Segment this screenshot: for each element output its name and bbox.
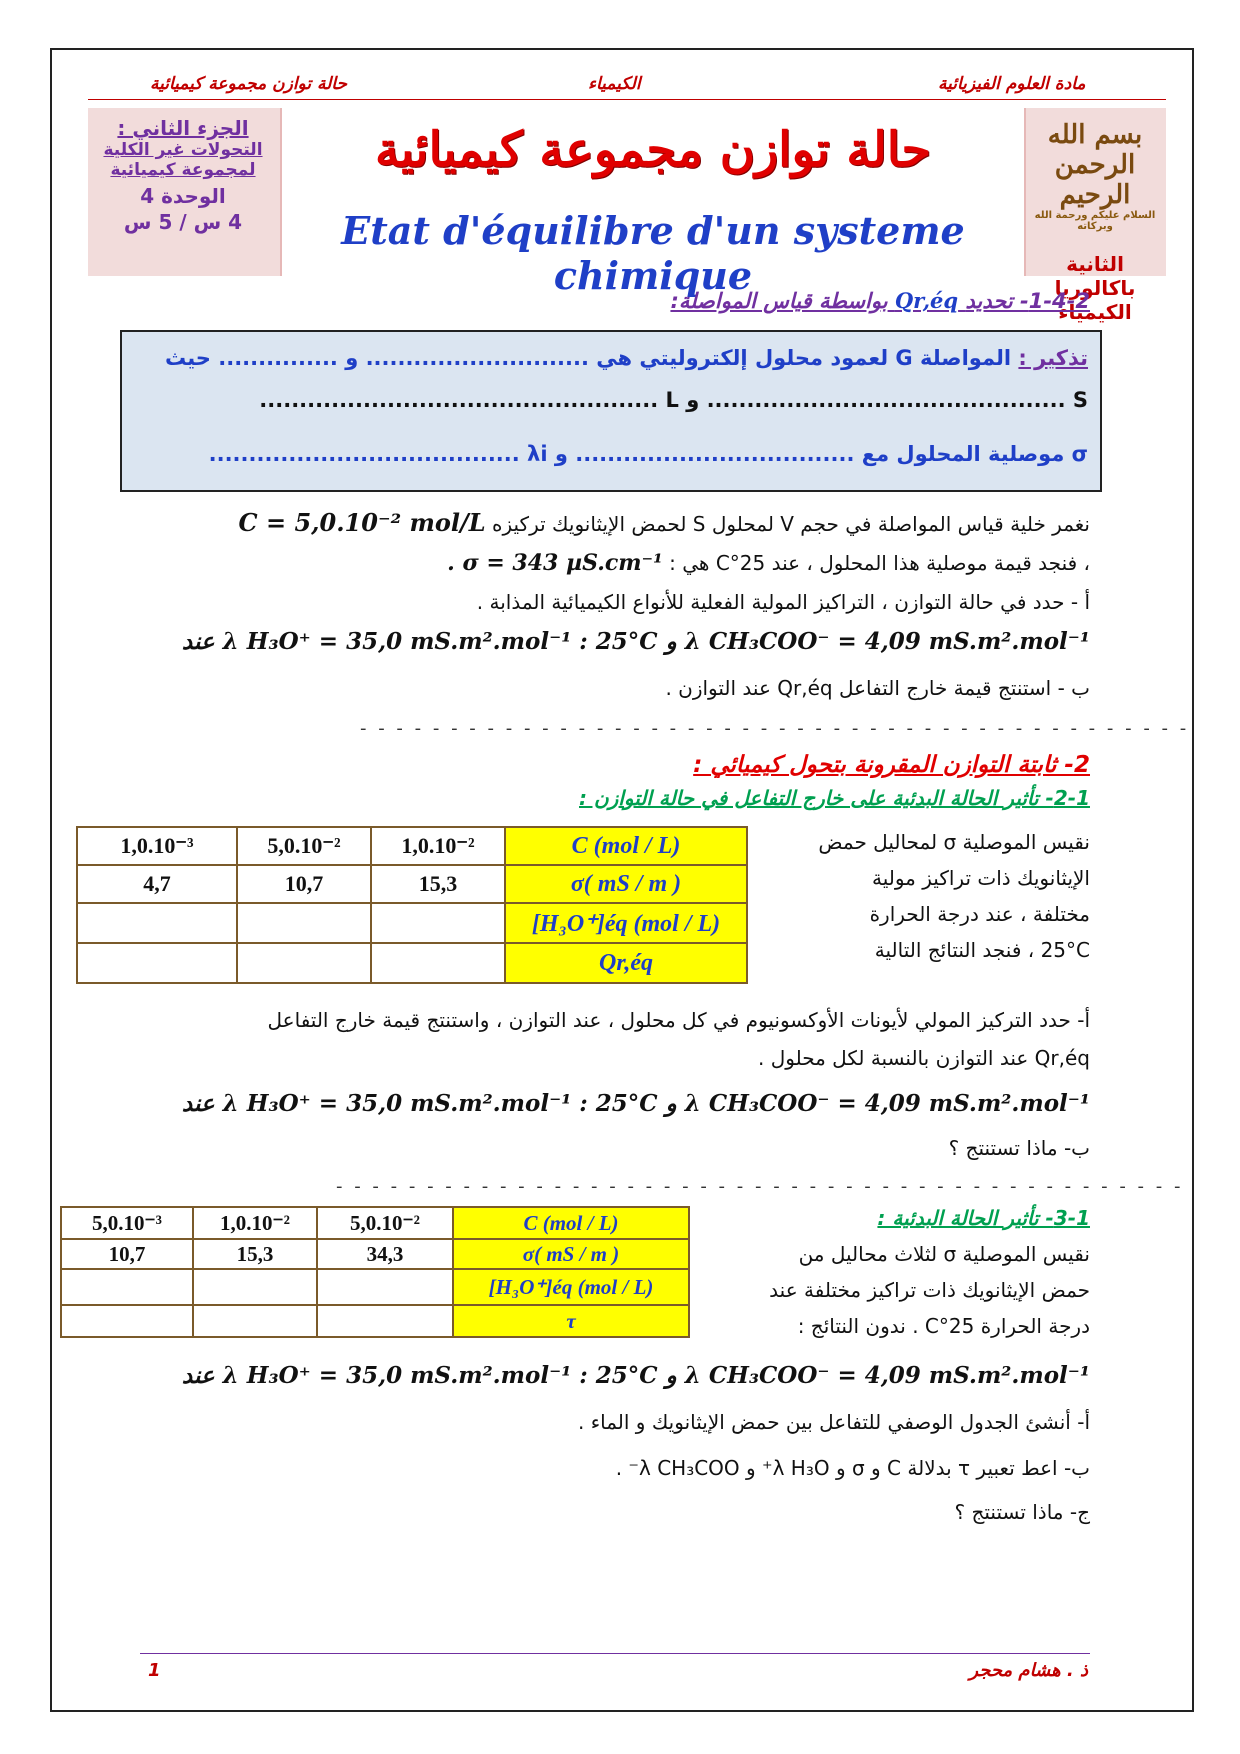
table-cell: 5,0.10⁻³ xyxy=(61,1207,193,1239)
s2-intro-line: الإيثانويك ذات تراكيز مولية xyxy=(872,866,1090,890)
reminder-label: تذكير : xyxy=(1018,346,1088,370)
s2-intro-line: نقيس الموصلية σ لمحاليل حمض xyxy=(818,830,1090,854)
ex1-line2-text: ، فنجد قيمة موصلية هذا المحلول ، عند 25°C هي : xyxy=(669,551,1090,575)
header-left: حالة توازن مجموعة كيميائية xyxy=(150,74,347,94)
reminder-line1 xyxy=(165,346,1088,370)
ex1-concentration: C = 5,0.10⁻² mol/L xyxy=(238,508,486,537)
table-cell xyxy=(77,943,237,983)
separator-dashes-2: - - - - - - - - - - - - - - - - - - - - - - - - - - - - - - - - - - - - - - - - - - - - - - - xyxy=(336,1176,1184,1197)
s3-question-c: ج- ماذا تستنتج ؟ xyxy=(954,1500,1090,1524)
section-heading-3-1: 3-1- تأثير الحالة البدئية : xyxy=(877,1206,1090,1230)
header-divider xyxy=(88,99,1166,100)
s2-given-values: λ CH₃COO⁻ = 4,09 mS.m².mol⁻¹ و λ H₃O⁺ = 35,0 mS.m².mol⁻¹ : 25°C عند xyxy=(181,1090,1090,1117)
reminder-text1: المواصلة G لعمود محلول إلكتروليتي هي ............................ و ............... حيث xyxy=(164,346,1012,370)
hours-label: 4 س / 5 س xyxy=(123,210,243,234)
table-cell xyxy=(317,1305,453,1337)
header-center: الكيمياء xyxy=(588,74,641,94)
table-row-label: τ xyxy=(453,1305,689,1337)
table-row xyxy=(77,865,747,903)
reminder-text3b: و λi ....................................... xyxy=(208,442,568,466)
basmala-calligraphy: بسم الله الرحمن الرحيم xyxy=(1047,120,1143,210)
ex1-line2 xyxy=(447,550,1090,576)
unit-info xyxy=(88,108,278,276)
title-arabic: حالة توازن مجموعة كيميائية xyxy=(374,122,932,178)
table-cell: 1,0.10⁻² xyxy=(193,1207,317,1239)
reminder-line3 xyxy=(209,442,1088,466)
subject-label: الكيمياء xyxy=(1058,300,1132,324)
ex1-conductivity: σ = 343 µS.cm⁻¹ . xyxy=(447,550,663,576)
table-row xyxy=(61,1305,689,1337)
s3-question-a: أ- أنشئ الجدول الوصفي للتفاعل بين حمض الإيثانويك و الماء . xyxy=(578,1410,1090,1434)
unit-label: الوحدة 4 xyxy=(140,184,226,208)
s2-question-a1: أ- حدد التركيز المولي لأيونات الأوكسونيوم في كل محلول ، عند التوازن ، واستنتج قيمة خارج التفاعل xyxy=(267,1008,1090,1032)
reminder-box xyxy=(120,330,1102,492)
separator-dashes-1: - - - - - - - - - - - - - - - - - - - - - - - - - - - - - - - - - - - - - - - - - - - - - - xyxy=(360,718,1190,739)
s3-intro-line: درجة الحرارة 25°C . ندون النتائج : xyxy=(797,1314,1090,1338)
table-cell: 15,3 xyxy=(371,865,505,903)
table-cell xyxy=(193,1305,317,1337)
table-cell xyxy=(61,1305,193,1337)
table-cell: 5,0.10⁻² xyxy=(317,1207,453,1239)
table-3-1-body xyxy=(61,1207,689,1337)
title-center xyxy=(280,108,1026,298)
table-row xyxy=(77,827,747,865)
section-heading-2: 2- ثابتة التوازن المقرونة بتحول كيميائي : xyxy=(693,752,1090,778)
ex1-given-values: λ CH₃COO⁻ = 4,09 mS.m².mol⁻¹ و λ H₃O⁺ = 35,0 mS.m².mol⁻¹ : 25°C عند xyxy=(181,628,1090,655)
part-sub1: التحولات غير الكلية xyxy=(103,140,263,160)
section-heading-1-4-2 xyxy=(670,288,1090,313)
s2-intro-line: 25°C ، فنجد النتائج التالية xyxy=(874,938,1090,962)
heading-number: 1-4-2- تحديد xyxy=(965,289,1090,313)
s3-intro-line: حمض الإيثانويك ذات تراكيز مختلفة عند xyxy=(769,1278,1090,1302)
s2-intro xyxy=(818,824,1090,968)
s3-intro-line: نقيس الموصلية σ لثلاث محاليل من xyxy=(798,1242,1090,1266)
page-number: 1 xyxy=(148,1660,161,1681)
table-cell xyxy=(193,1269,317,1305)
table-cell: 1,0.10⁻² xyxy=(371,827,505,865)
s2-question-a2: Qr,éq عند التوازن بالنسبة لكل محلول . xyxy=(758,1046,1090,1070)
table-row-label: C (mol / L) xyxy=(453,1207,689,1239)
table-row-label: σ( mS / m ) xyxy=(505,865,747,903)
table-row-label: σ( mS / m ) xyxy=(453,1239,689,1269)
table-cell xyxy=(237,943,371,983)
s2-question-b: ب- ماذا تستنتج ؟ xyxy=(948,1136,1090,1160)
s3-given-values: λ CH₃COO⁻ = 4,09 mS.m².mol⁻¹ و λ H₃O⁺ = 35,0 mS.m².mol⁻¹ : 25°C عند xyxy=(181,1362,1090,1389)
ex1-question-b: ب - استنتج قيمة خارج التفاعل Qr,éq عند التوازن . xyxy=(665,676,1090,700)
part-label: الجزء الثاني : xyxy=(117,116,249,140)
title-french: Etat d'équilibre d'un systeme chimique xyxy=(341,208,965,298)
ex1-line1 xyxy=(239,508,1090,537)
table-cell xyxy=(371,903,505,943)
section-heading-2-1: 2-1- تأثير الحالة البدئية على خارج التفاعل في حالة التوازن : xyxy=(579,786,1090,810)
table-cell xyxy=(237,903,371,943)
table-cell xyxy=(371,943,505,983)
header-right: مادة العلوم الفيزيائية xyxy=(938,74,1086,94)
table-cell: 34,3 xyxy=(317,1239,453,1269)
table-row xyxy=(61,1269,689,1305)
table-cell: 4,7 xyxy=(77,865,237,903)
table-row-label: [H₃O⁺]éq (mol / L) xyxy=(453,1269,689,1305)
heading-qr: Qr,éq xyxy=(894,288,959,313)
page-header xyxy=(0,74,1240,98)
table-cell: 5,0.10⁻² xyxy=(237,827,371,865)
footer-divider xyxy=(140,1653,1090,1654)
part-sub2: لمجموعة كيميائية xyxy=(110,160,256,180)
table-cell xyxy=(61,1269,193,1305)
table-row-label: Qr,éq xyxy=(505,943,747,983)
ex1-question-a: أ - حدد في حالة التوازن ، التراكيز المولية الفعلية للأنواع الكيميائية المذابة . xyxy=(476,590,1090,614)
table-cell xyxy=(77,903,237,943)
table-cell: 1,0.10⁻³ xyxy=(77,827,237,865)
reminder-line2: S ............................................. و L .................................................. xyxy=(259,388,1088,412)
footer-author: ذ . هشام محجر xyxy=(969,1660,1088,1681)
table-section-3-1 xyxy=(60,1206,690,1338)
table-row-label: C (mol / L) xyxy=(505,827,747,865)
s2-intro-line: مختلفة ، عند درجة الحرارة xyxy=(869,902,1090,926)
table-cell xyxy=(317,1269,453,1305)
ex1-line1-text: نغمر خلية قياس المواصلة في حجم V لمحلول S لحمض الإيثانويك تركيزه xyxy=(492,512,1090,536)
s3-intro xyxy=(769,1236,1090,1344)
table-cell: 10,7 xyxy=(61,1239,193,1269)
reminder-text3a: σ موصلية المحلول مع ................................... xyxy=(567,442,1088,466)
heading-rest: بواسطة قياس المواصلة: xyxy=(670,289,888,313)
table-cell: 10,7 xyxy=(237,865,371,903)
table-row xyxy=(77,903,747,943)
table-row-label: [H₃O⁺]éq (mol / L) xyxy=(505,903,747,943)
table-row xyxy=(61,1207,689,1239)
s3-question-b: ب- اعط تعبير τ بدلالة C و σ و λ H₃O⁺ و λ CH₃COO⁻ . xyxy=(615,1456,1090,1480)
table-cell: 15,3 xyxy=(193,1239,317,1269)
basmala-subline: السلام عليكم ورحمة الله وبركاته xyxy=(1034,210,1156,232)
table-2-1-body xyxy=(77,827,747,983)
table-row xyxy=(77,943,747,983)
table-row xyxy=(61,1239,689,1269)
table-section-2-1 xyxy=(76,826,748,984)
level-label: الثانية باكالوريا xyxy=(1054,252,1136,300)
